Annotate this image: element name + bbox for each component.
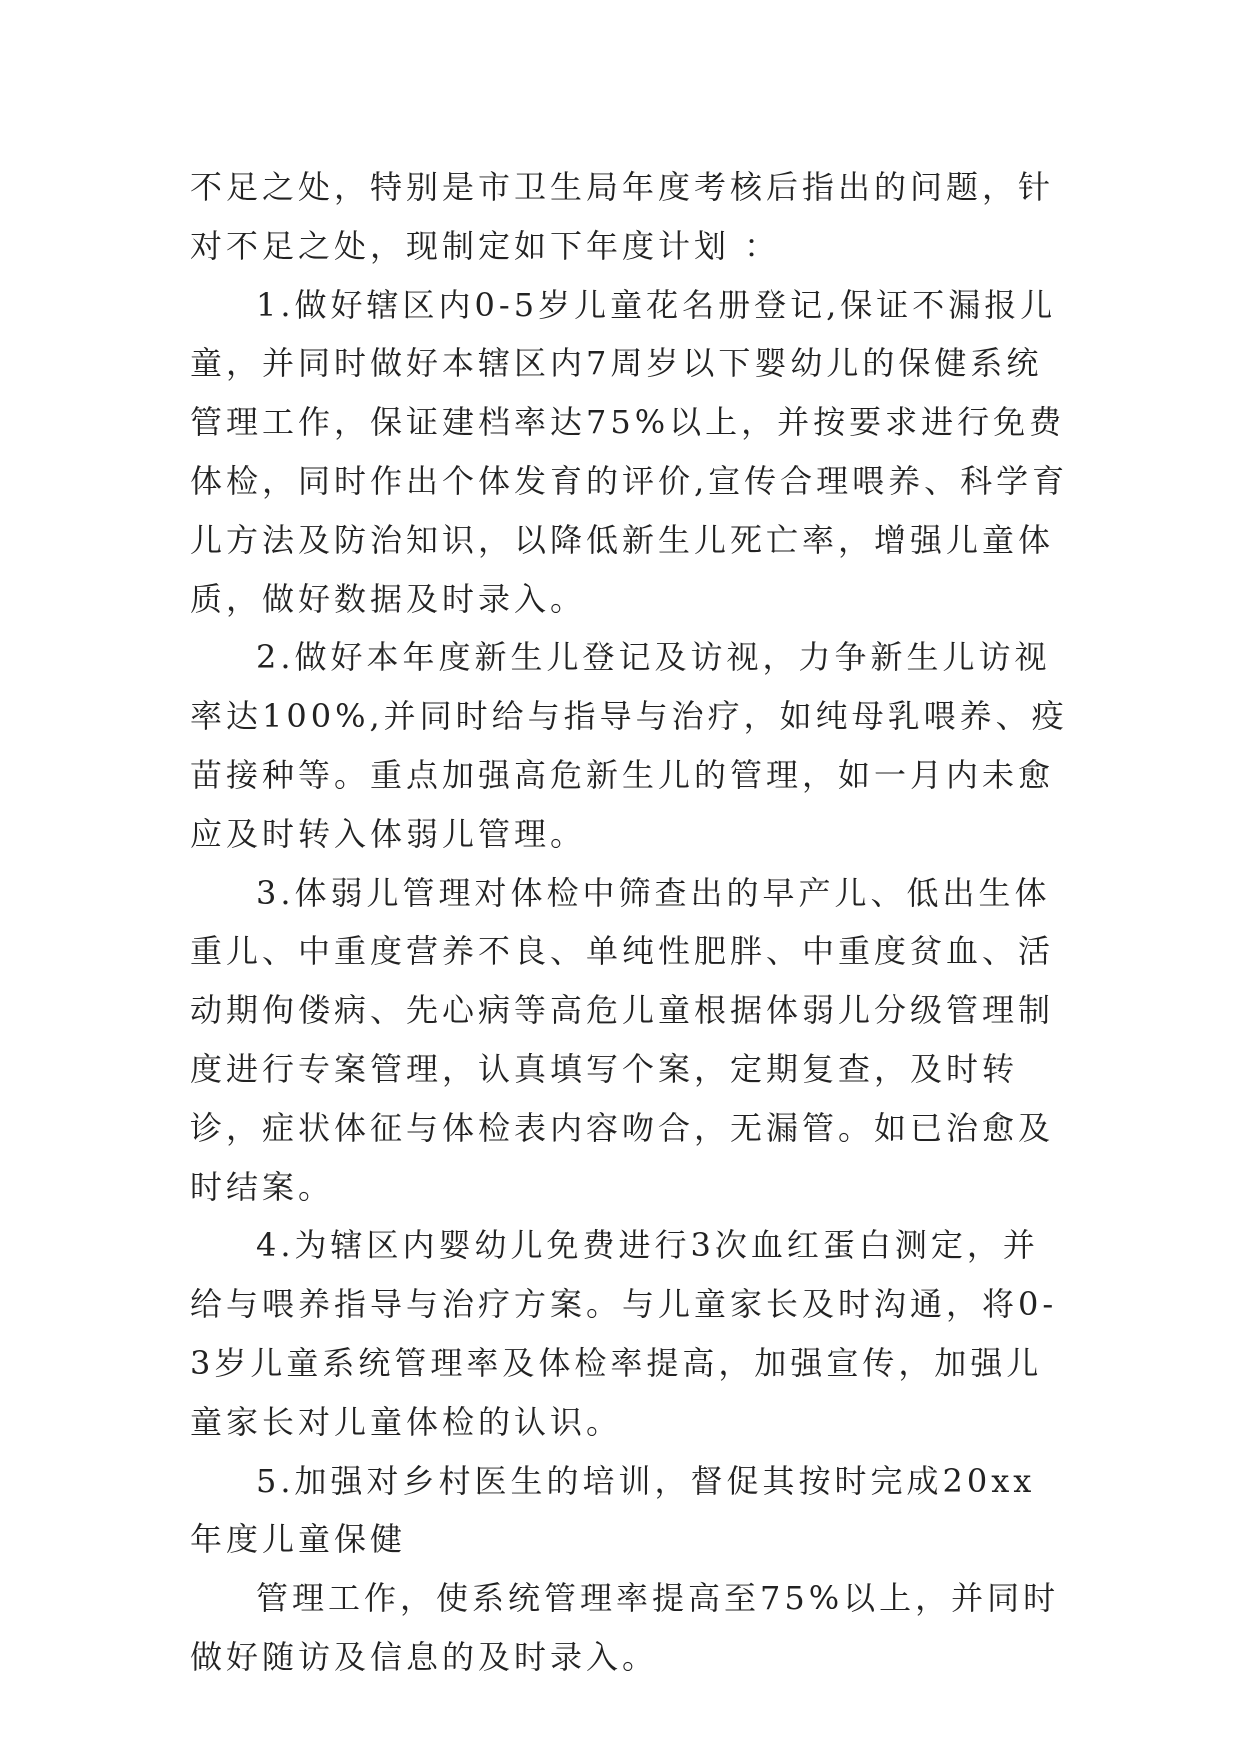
paragraph-item-1: 1.做好辖区内0-5岁儿童花名册登记,保证不漏报儿童，并同时做好本辖区内7周岁以下婴幼儿的保健系统管理工作，保证建档率达75%以上，并按要求进行免费体检，同时作出个体发育的评价,宣传合理喂养、科学育儿方法及防治知识，以降低新生儿死亡率，增强儿童体质，做好数据及时录入。 [190, 285, 1069, 618]
paragraph-item-4: 4.为辖区内婴幼儿免费进行3次血红蛋白测定，并给与喂养指导与治疗方案。与儿童家长及时沟通，将0-3岁儿童系统管理率及体检率提高，加强宣传，加强儿童家长对儿童体检的认识。 [190, 1226, 1058, 1441]
paragraph-item-2: 2.做好本年度新生儿登记及访视，力争新生儿访视率达100%,并同时给与指导与治疗，如纯母乳喂养、疫苗接种等。重点加强高危新生儿的管理，如一月内未愈应及时转入体弱儿管理。 [190, 638, 1068, 853]
paragraph-item-3: 3.体弱儿管理对体检中筛查出的早产儿、低出生体重儿、中重度营养不良、单纯性肥胖、中重度贫血、活动期佝偻病、先心病等高危儿童根据体弱儿分级管理制度进行专案管理，认真填写个案，定期复查，及时转诊，症状体征与体检表内容吻合，无漏管。如已治愈及时结案。 [190, 873, 1055, 1206]
paragraph-item-5: 5.加强对乡村医生的培训，督促其按时完成20xx年度儿童保健 [190, 1461, 1036, 1559]
document-body [190, 158, 1070, 1687]
paragraph-item-5-continued: 管理工作，使系统管理率提高至75%以上，并同时做好随访及信息的及时录入。 [190, 1579, 1060, 1676]
paragraph-intro: 不足之处，特别是市卫生局年度考核后指出的问题，针对不足之处，现制定如下年度计划 ： [190, 168, 1055, 265]
